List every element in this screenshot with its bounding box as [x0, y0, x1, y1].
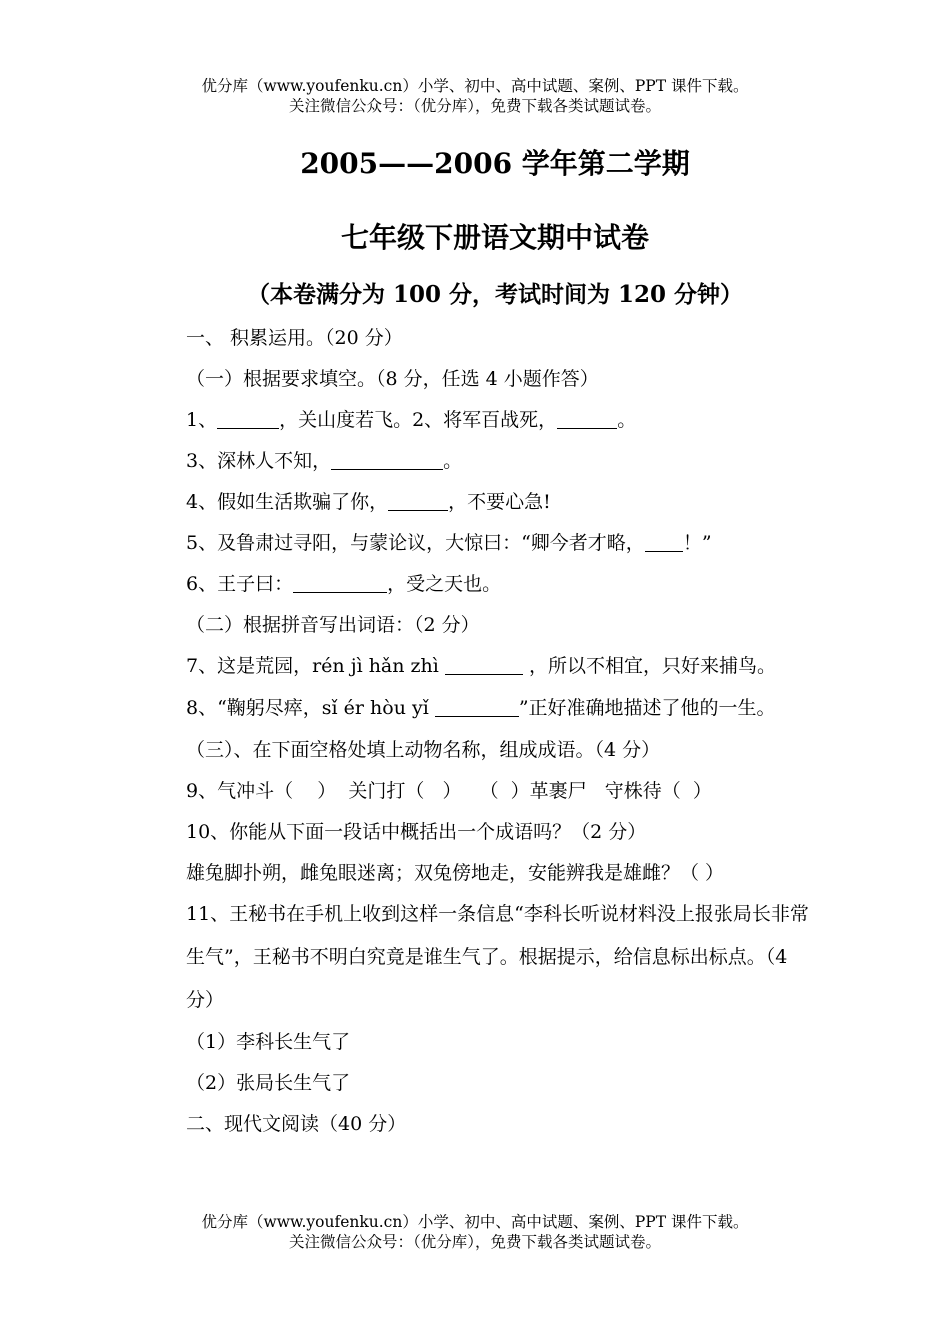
answer-blank[interactable]	[445, 652, 523, 675]
answer-blank[interactable]	[557, 406, 617, 429]
answer-blank[interactable]	[331, 447, 443, 470]
page-footer	[0, 1212, 950, 1252]
exam-note: （本卷满分为 100 分，考试时间为 120 分钟）	[246, 281, 744, 308]
question-9: 9、气冲斗（ ） 关门打（ ） （ ）革裹尸 守株待（ ）	[186, 780, 712, 802]
question-10: 10、你能从下面一段话中概括出一个成语吗？（2 分）	[186, 821, 647, 843]
part-1-heading: （一）根据要求填空。（8 分，任选 4 小题作答）	[186, 368, 599, 390]
page-header	[0, 76, 950, 116]
part-2-heading: （二）根据拼音写出词语：（2 分）	[186, 614, 480, 636]
footer-line-2: 关注微信公众号：（优分库），免费下载各类试题试卷。	[288, 1233, 661, 1251]
exam-body	[186, 318, 810, 1145]
question-11: 11、王秘书在手机上收到这样一条信息“李科长听说材料没上报张局长非常生气”，王秘书不明白究竟是谁生气了。根据提示，给信息标出标点。（4 分）	[186, 903, 809, 1011]
answer-blank[interactable]	[293, 570, 387, 593]
question-4: 4、假如生活欺骗了你， ，不要心急!	[186, 482, 810, 523]
question-11-item-2: （2）张局长生气了	[186, 1072, 351, 1094]
question-5: 5、及鲁肃过寻阳，与蒙论议，大惊曰：“卿今者才略， ！”	[186, 523, 810, 564]
answer-blank[interactable]	[217, 406, 279, 429]
part-3-heading: （三）、在下面空格处填上动物名称，组成成语。（4 分）	[186, 739, 661, 761]
header-line-2: 关注微信公众号：（优分库），免费下载各类试题试卷。	[288, 97, 661, 115]
question-1-2: 1、 ，关山度若飞。2、将军百战死， 。	[186, 400, 810, 441]
question-7: 7、这是荒园，rén jì hǎn zhì ，所以不相宜，只好来捕鸟。	[186, 646, 810, 687]
question-10-text: 雄兔脚扑朔，雌兔眼迷离；双兔傍地走，安能辨我是雄雌？（ ）	[186, 862, 725, 884]
question-8: 8、“鞠躬尽瘁，sǐ ér hòu yǐ ”正好准确地描述了他的一生。	[186, 687, 810, 730]
question-11-item-1: （1）李科长生气了	[186, 1031, 351, 1053]
footer-line-1: 优分库（www.youfenku.cn）小学、初中、高中试题、案例、PPT 课件下载。	[201, 1213, 749, 1231]
question-3: 3、深林人不知， 。	[186, 441, 810, 482]
header-line-1: 优分库（www.youfenku.cn）小学、初中、高中试题、案例、PPT 课件下载。	[201, 77, 749, 95]
answer-blank[interactable]	[435, 694, 519, 717]
section-2-heading: 二、现代文阅读（40 分）	[186, 1113, 407, 1135]
section-1-heading: 一、 积累运用。（20 分）	[186, 327, 403, 349]
answer-blank[interactable]	[388, 488, 448, 511]
question-6: 6、王子曰： ，受之天也。	[186, 564, 810, 605]
exam-title-name: 七年级下册语文期中试卷	[340, 221, 649, 254]
exam-title-year: 2005——2006 学年第二学期	[300, 147, 690, 180]
answer-blank[interactable]	[645, 529, 683, 552]
